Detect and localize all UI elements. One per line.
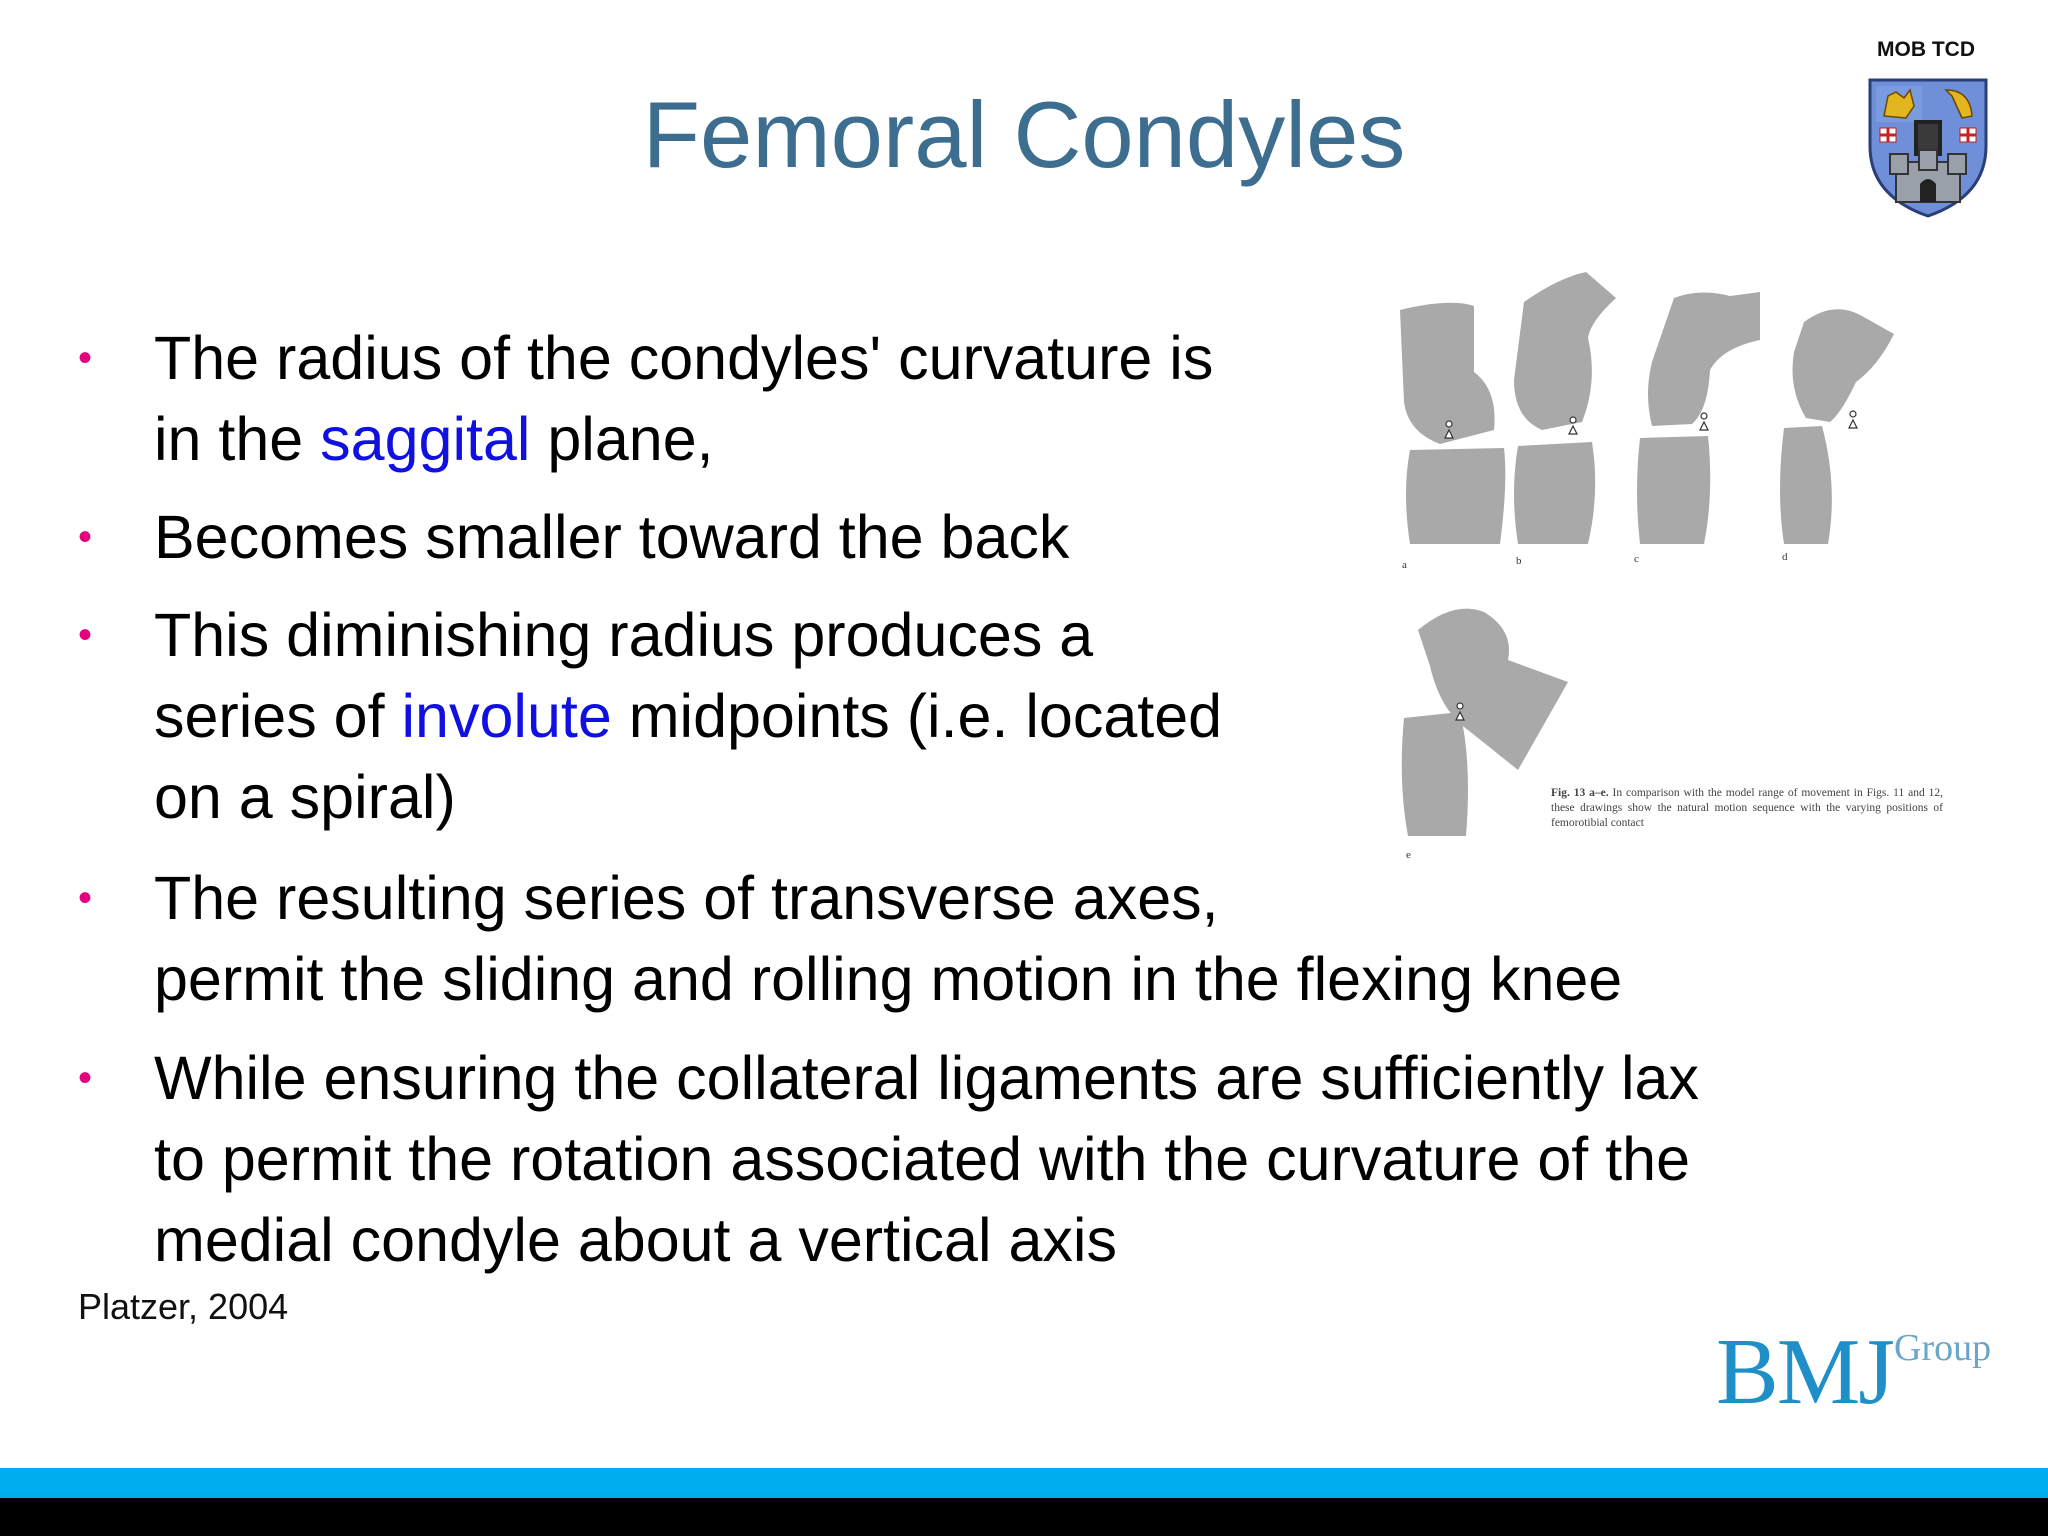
text-segment: series of: [154, 682, 402, 750]
bullet-line: [154, 595, 1222, 676]
text-segment: in the: [154, 405, 321, 473]
bullet-line: [154, 1119, 1699, 1200]
panel-label: e: [1406, 849, 1411, 861]
bullet-marker: •: [78, 515, 93, 559]
logo-main: BMJ: [1716, 1320, 1893, 1424]
bullet-line: [154, 1038, 1699, 1119]
figure-caption: [1551, 786, 1943, 831]
citation: Platzer, 2004: [78, 1286, 289, 1327]
text-segment: The resulting series of transverse axes,: [154, 864, 1219, 932]
bullet-text: [154, 497, 1069, 578]
highlighted-term: involute: [401, 682, 612, 750]
figure-caption-text: In comparison with the model range of movement in Figs. 11 and 12, these drawings show the natural motion sequence with the varying positions of femorotibial contact: [1551, 787, 1943, 829]
bullet-line: [154, 318, 1213, 399]
text-segment: While ensuring the collateral ligaments are sufficiently lax: [154, 1044, 1699, 1112]
highlighted-term: saggital: [320, 405, 531, 473]
text-segment: Becomes smaller toward the back: [154, 503, 1070, 571]
bullet-text: [154, 318, 1213, 480]
institution-badge: MOB TCD: [1877, 38, 1975, 61]
text-segment: plane,: [530, 405, 714, 473]
panel-label: d: [1782, 551, 1788, 563]
text-segment: medial condyle about a vertical axis: [154, 1206, 1117, 1274]
bullet-line: [154, 757, 1222, 838]
text-segment: midpoints (i.e. located: [611, 682, 1223, 750]
panel-label: a: [1402, 559, 1407, 571]
bullet-line: [154, 497, 1069, 578]
bullet-text: [154, 595, 1222, 838]
bullet-marker: •: [78, 336, 93, 380]
bullet-line: [154, 399, 1213, 480]
bullet-line: [154, 1200, 1699, 1281]
bullet-marker: •: [78, 876, 93, 920]
text-segment: The radius of the condyles' curvature is: [154, 324, 1214, 392]
figure-caption-label: Fig. 13 a–e.: [1551, 787, 1609, 799]
crest-icon: [1866, 76, 1990, 220]
bullet-text: [154, 1038, 1699, 1281]
panel-label: b: [1516, 555, 1522, 567]
bullet-text: [154, 858, 1622, 1020]
slide-title: Femoral Condyles: [642, 82, 1406, 187]
logo-sub: Group: [1894, 1327, 1992, 1369]
footer-accent-bar: [0, 1468, 2048, 1498]
text-segment: permit the sliding and rolling motion in the flexing knee: [154, 945, 1623, 1013]
bullet-line: [154, 676, 1222, 757]
footer-bar: [0, 1498, 2048, 1536]
bullet-marker: •: [78, 1056, 93, 1100]
text-segment: to permit the rotation associated with the curvature of the: [154, 1125, 1690, 1193]
bullet-line: [154, 939, 1622, 1020]
panel-label: c: [1634, 553, 1639, 565]
text-segment: This diminishing radius produces a: [154, 601, 1094, 669]
bullet-marker: •: [78, 613, 93, 657]
text-segment: on a spiral): [154, 763, 456, 831]
bmj-logo: [1716, 1318, 1992, 1424]
